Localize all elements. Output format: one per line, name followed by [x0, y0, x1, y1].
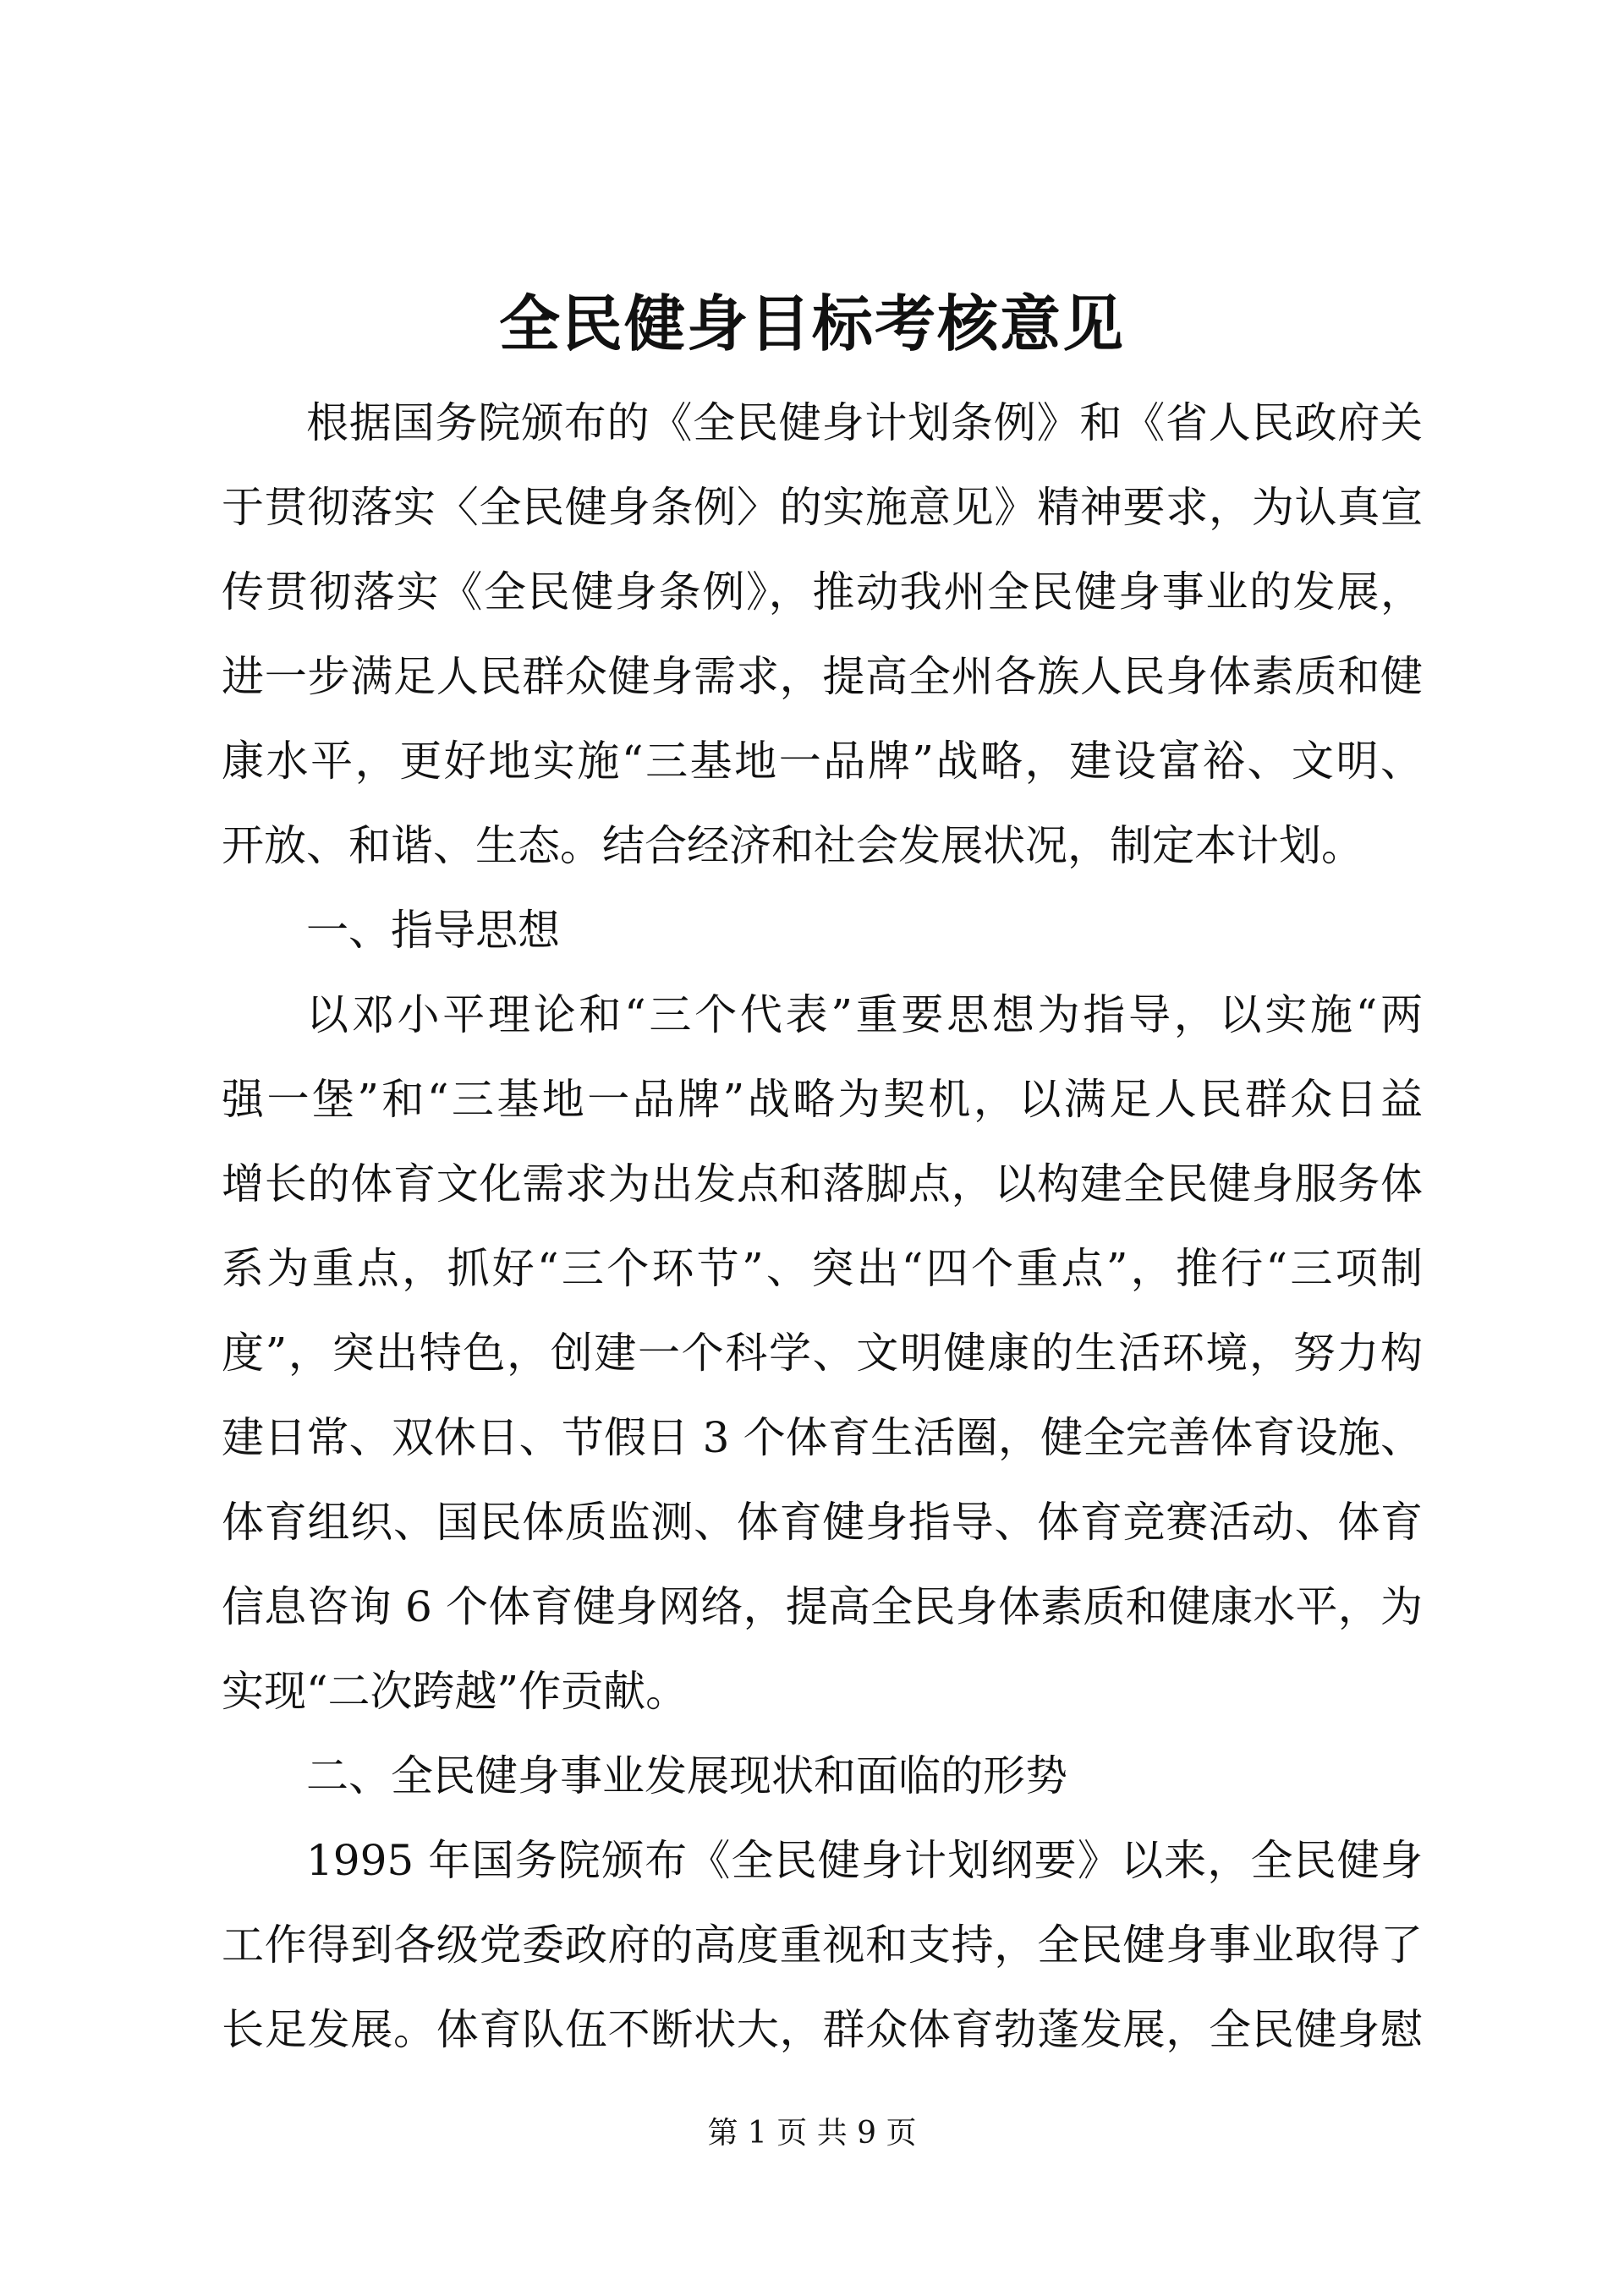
paragraph-line: 传贯彻落实《全民健身条例》，推动我州全民健身事业的发展， [222, 567, 1423, 616]
paragraph-line: 开放、和谐、生态。结合经济和社会发展状况，制定本计划。 [222, 821, 1363, 870]
paragraph-line: 1995 年国务院颁布《全民健身计划纲要》以来，全民健身 [306, 1836, 1423, 1885]
paragraph-line: 增长的体育文化需求为出发点和落脚点，以构建全民健身服务体 [222, 1159, 1423, 1208]
paragraph-line: 体育组织、国民体质监测、体育健身指导、体育竞赛活动、体育 [222, 1498, 1423, 1547]
paragraph-line: 建日常、双休日、节假日 3 个体育生活圈，健全完善体育设施、 [222, 1413, 1423, 1462]
paragraph-line: 工作得到各级党委政府的高度重视和支持，全民健身事业取得了 [222, 1921, 1423, 1970]
paragraph-line: 于贯彻落实〈全民健身条例〉的实施意见》精神要求，为认真宣 [222, 483, 1423, 532]
paragraph-line: 根据国务院颁布的《全民健身计划条例》和《省人民政府关 [306, 398, 1423, 447]
paragraph-line: 度”，突出特色，创建一个科学、文明健康的生活环境，努力构 [222, 1329, 1423, 1378]
paragraph-line: 以邓小平理论和“三个代表”重要思想为指导，以实施“两 [306, 990, 1423, 1039]
section-heading: 二、全民健身事业发展现状和面临的形势 [306, 1751, 1067, 1800]
paragraph-line: 系为重点，抓好“三个环节”、突出“四个重点”，推行“三项制 [222, 1244, 1423, 1293]
paragraph-line: 康水平，更好地实施“三基地一品牌”战略，建设富裕、文明、 [222, 737, 1423, 786]
paragraph-line: 强一堡”和“三基地一品牌”战略为契机，以满足人民群众日益 [222, 1075, 1423, 1124]
paragraph-line: 长足发展。体育队伍不断状大，群众体育勃蓬发展，全民健身慰 [222, 2005, 1423, 2054]
paragraph-line: 进一步满足人民群众健身需求，提高全州各族人民身体素质和健 [222, 652, 1423, 701]
paragraph-line: 实现“二次跨越”作贡献。 [222, 1667, 689, 1716]
page-number: 第 1 页 共 9 页 [707, 2116, 917, 2151]
document-title: 全民健身目标考核意见 [498, 288, 1125, 359]
paragraph-line: 信息咨询 6 个体育健身网络，提高全民身体素质和健康水平，为 [222, 1582, 1423, 1631]
section-heading: 一、指导思想 [306, 906, 560, 955]
